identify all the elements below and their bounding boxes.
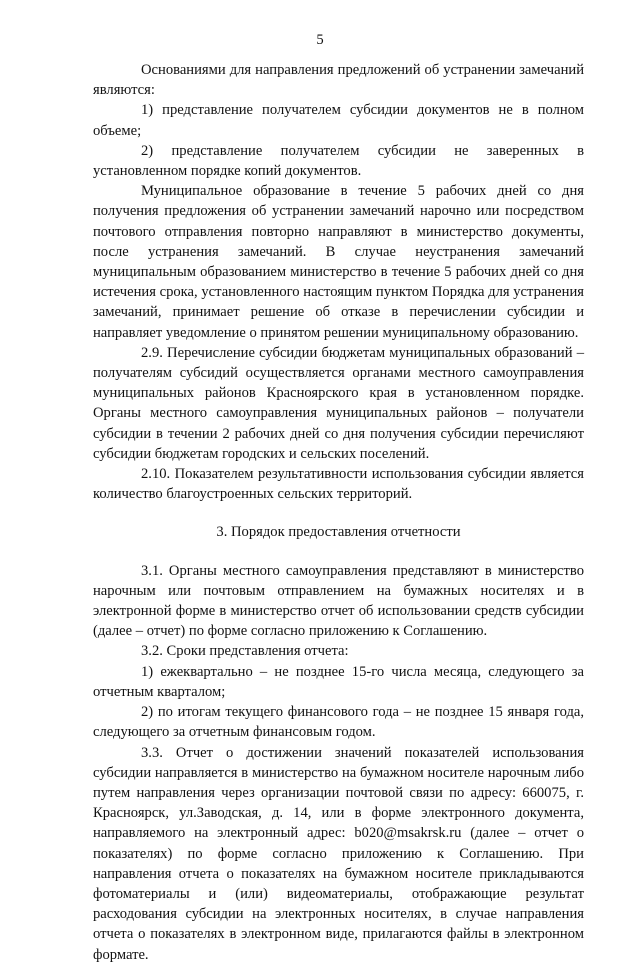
paragraph-grounds-intro: Основаниями для направления предложений об устранении замечаний являются: xyxy=(93,62,584,99)
paragraph-3-3-part-1: 3.3. Отчет о достижении значений показателей использования субсидии направляется в министерство на бумажном носителе нарочным либо путем направления через организации почтовой связи по адресу: 660075, г. Красноярск, ул.Заводская, д. 14, или в форме электронного документа, направляемого на электронный адрес: xyxy=(93,744,584,842)
paragraph-3-3 xyxy=(93,743,584,965)
paragraph-3-2-item-1: 1) ежеквартально – не позднее 15-го числа месяца, следующего за отчетным кварталом; xyxy=(93,663,584,700)
paragraph-ground-2: 2) представление получателем субсидии не заверенных в установленном порядке копий документов. xyxy=(93,142,584,180)
paragraph-ground-1: 1) представление получателем субсидии документов не в полном объеме; xyxy=(93,102,584,139)
paragraph-2-10: 2.10. Показателем результативности использования субсидии является количество благоустроенных сельских территорий. xyxy=(93,466,584,503)
paragraph-3-2: 3.2. Сроки представления отчета: xyxy=(141,643,349,660)
paragraph-municipal-resubmission: Муниципальное образование в течение 5 рабочих дней со дня получения предложения об устранении замечаний нарочно или посредством почтового отправления повторно направляют в министерство документы, после устранения замечаний. В случае неустранения замечаний муниципальным образованием министерство в течение 5 рабочих дней со дня истечения срока, установленного настоящим пунктом Порядка для устранения замечаний, принимает решение об отказе в перечислении субсидии и направляет уведомление о принятом решении муниципальному образованию. xyxy=(93,183,584,341)
email-address: b020@msakrsk.ru xyxy=(354,825,462,842)
document-body xyxy=(93,60,584,965)
section-heading-reporting: 3. Порядок предоставления отчетности xyxy=(216,524,461,541)
paragraph-3-3-part-2: (далее – отчет о показателях) по форме согласно приложению к Соглашению. При направления отчета о показателях на бумажном носителе прикладываются фотоматериалы и (или) видеоматериалы, отображающие результат расходования субсидии на электронных носителях, в случае направления отчета о показателях в электронном виде, прилагаются файлы в электронном формате. xyxy=(93,825,584,963)
paragraph-3-2-item-2: 2) по итогам текущего финансового года – не позднее 15 января года, следующего за отчетным финансовым годом. xyxy=(93,704,584,741)
paragraph-3-1: 3.1. Органы местного самоуправления представляют в министерство нарочным или почтовым отправлением на бумажных носителях и в электронной форме в министерство отчет об использовании средств субсидии (далее – отчет) по форме согласно приложению к Соглашению. xyxy=(93,562,584,640)
page-number: 5 xyxy=(316,32,324,48)
paragraph-2-9: 2.9. Перечисление субсидии бюджетам муниципальных образований – получателям субсидий осуществляется органами местного самоуправления муниципальных районов Красноярского края в установленном порядке. Органы местного самоуправления муниципальных районов – получатели субсидии в течении 2 рабочих дней со дня получения субсидии перечисляют субсидии бюджетам городских и сельских поселений. xyxy=(93,344,584,462)
